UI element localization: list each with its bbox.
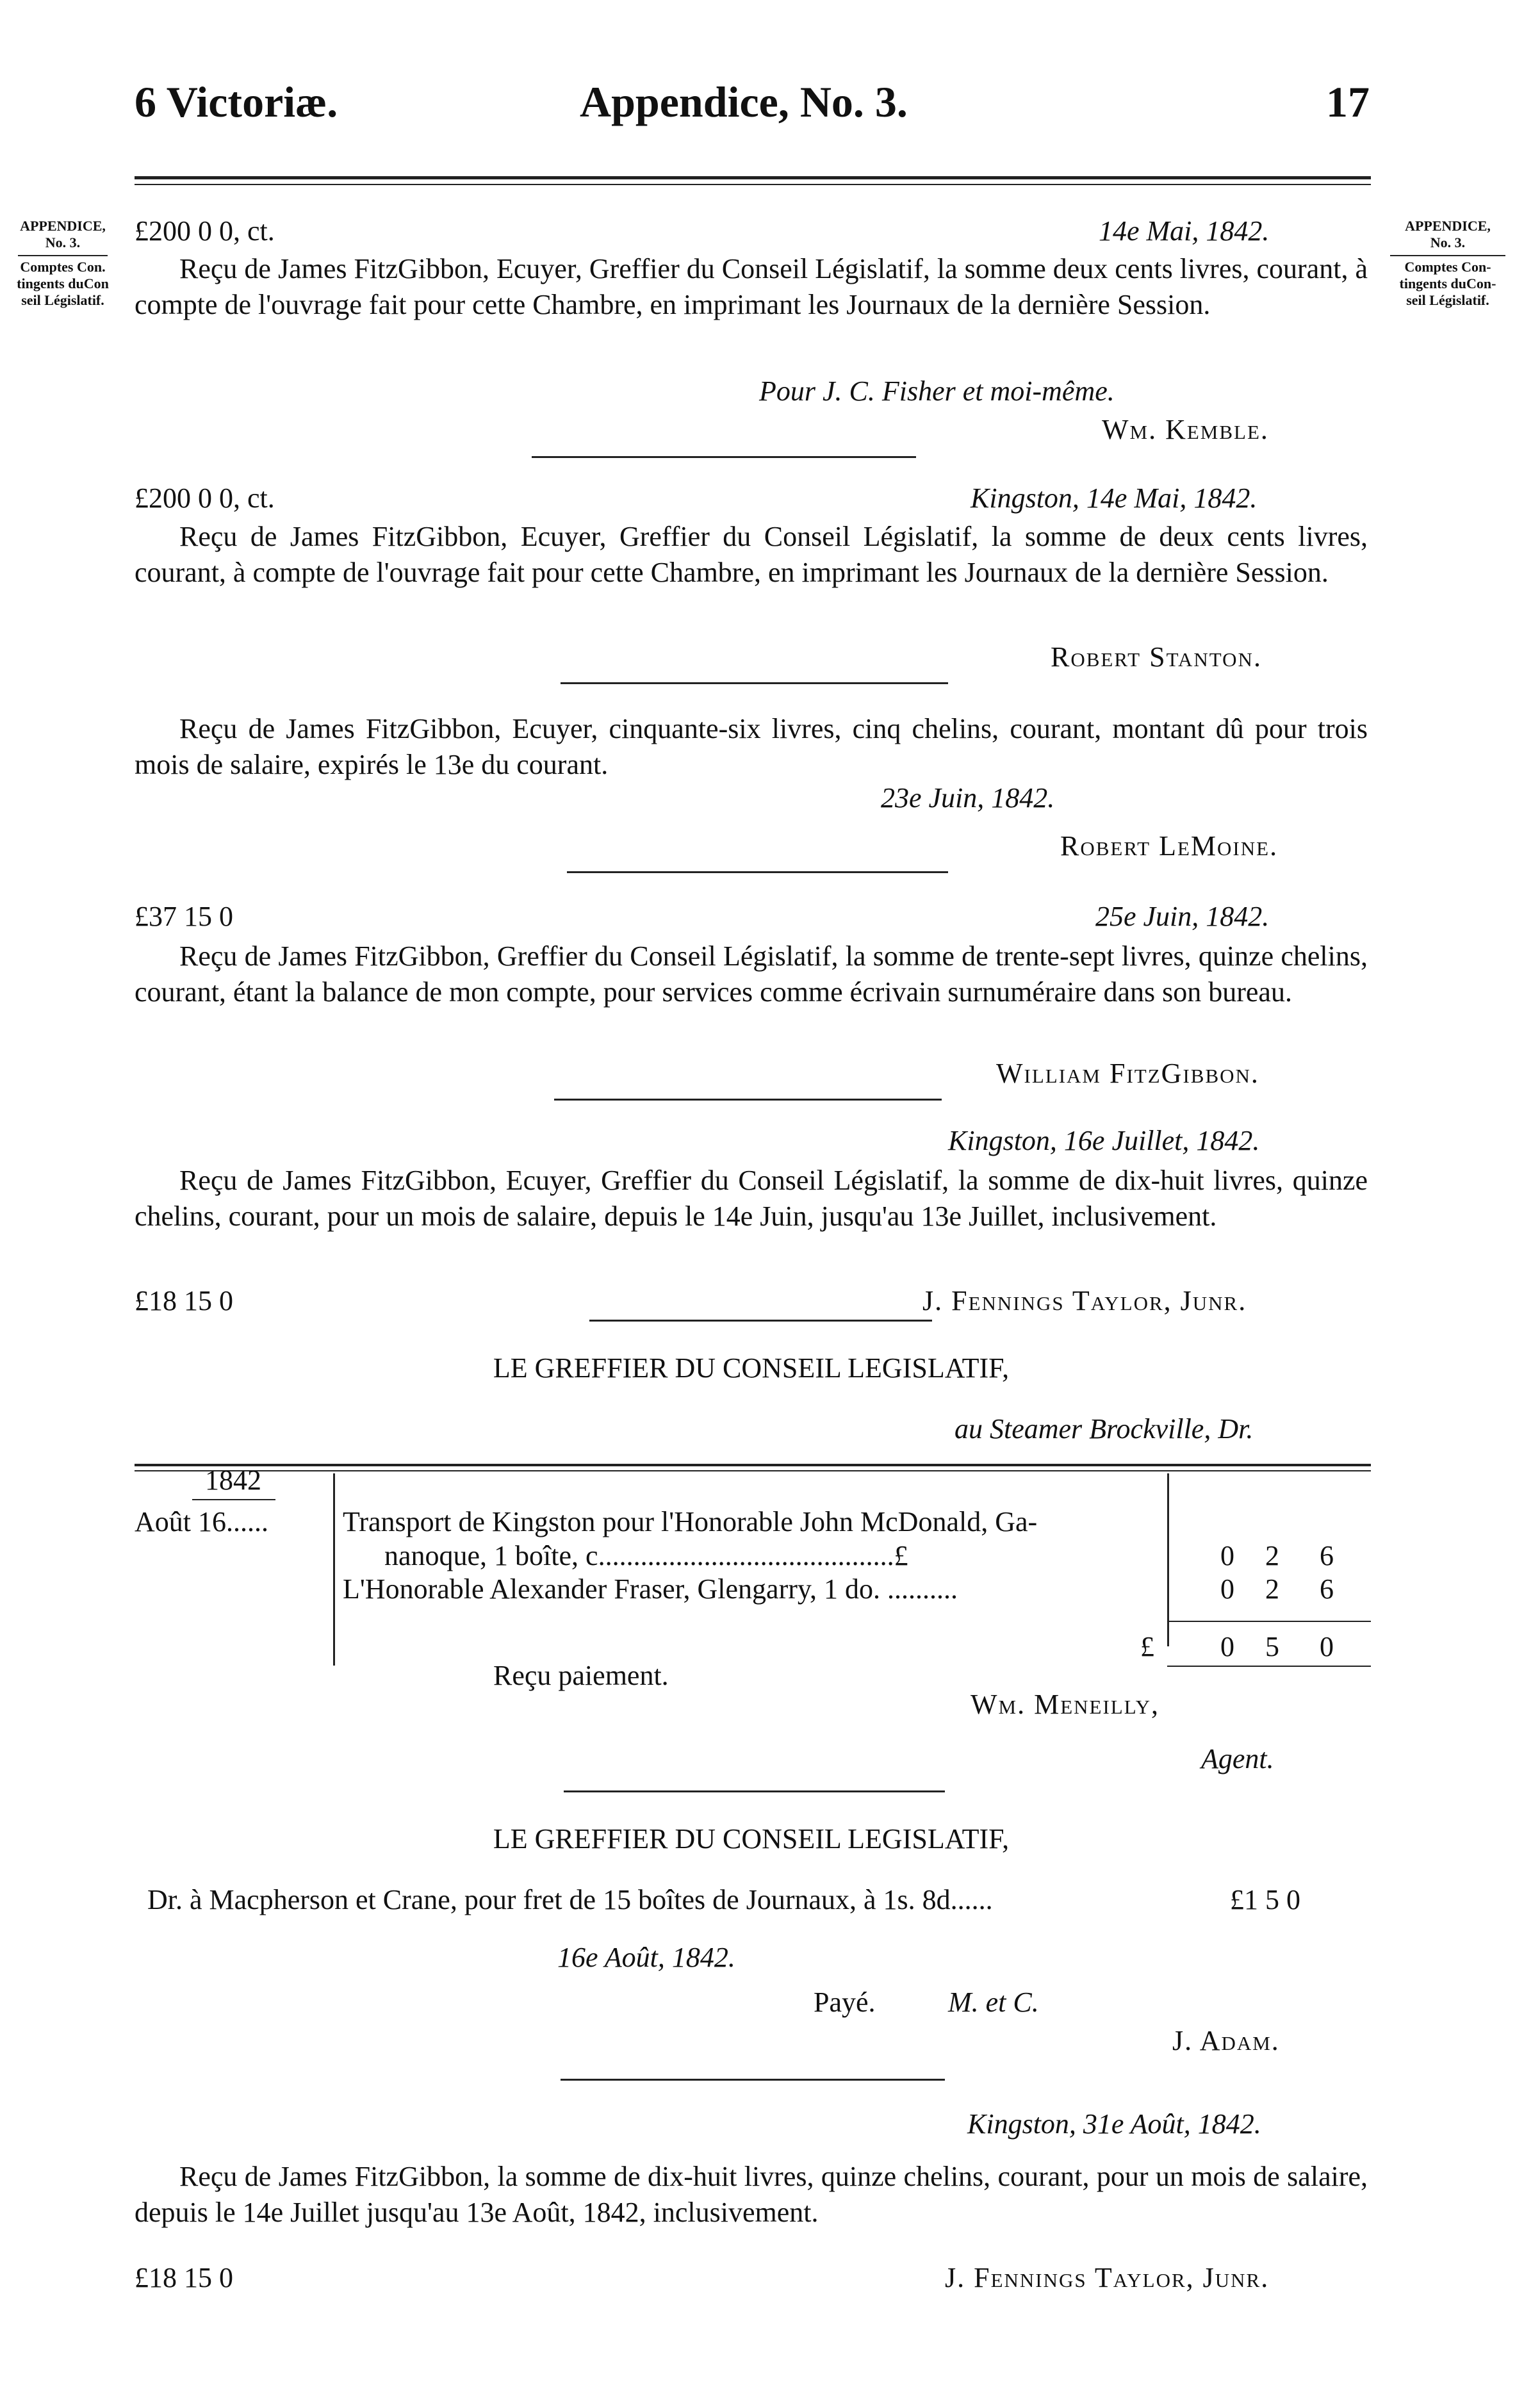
macpherson-line: Dr. à Macpherson et Crane, pour fret de 15 boîtes de Journaux, à 1s. 8d...... xyxy=(147,1884,993,1915)
macpherson-signature: J. Adam. xyxy=(1172,2025,1280,2056)
last-amount: £18 15 0 xyxy=(135,2262,233,2293)
total-bottom-rule xyxy=(1167,1666,1371,1667)
account-year: 1842 xyxy=(205,1464,261,1496)
total-symbol: £ xyxy=(1140,1631,1154,1662)
total-pence: 0 xyxy=(1320,1631,1334,1662)
steamer-subheading: au Steamer Brockville, Dr. xyxy=(954,1413,1254,1445)
entry-1-note: Pour J. C. Fisher et moi-même. xyxy=(759,375,1115,407)
macpherson-paid: Payé. xyxy=(814,1987,876,2018)
steamer-heading: LE GREFFIER DU CONSEIL LEGISLATIF, xyxy=(493,1352,1010,1384)
separator xyxy=(532,456,916,458)
row-2-pounds: 0 xyxy=(1220,1573,1234,1605)
entry-3-date: 23e Juin, 1842. xyxy=(881,782,1055,814)
separator xyxy=(561,682,948,684)
entry-2-amount: £200 0 0, ct. xyxy=(135,482,275,514)
page-number: 17 xyxy=(1326,78,1370,126)
last-signature: J. Fennings Taylor, Junr. xyxy=(945,2262,1270,2293)
macpherson-initials: M. et C. xyxy=(948,1987,1039,2018)
account-row-1-line-1: Transport de Kingston pour l'Honorable John McDonald, Ga- xyxy=(343,1506,1038,1537)
macpherson-heading: LE GREFFIER DU CONSEIL LEGISLATIF, xyxy=(493,1823,1010,1855)
table-top-rule xyxy=(135,1464,1371,1466)
account-date: Août 16...... xyxy=(135,1506,268,1537)
separator xyxy=(561,2079,945,2081)
entry-5-date: Kingston, 16e Juillet, 1842. xyxy=(948,1125,1260,1156)
received-text: Reçu paiement. xyxy=(493,1660,669,1691)
margin-note-right: APPENDICE, No. 3. Comptes Con- tingents duCon- seil Législatif. xyxy=(1377,218,1518,309)
steamer-signature: Wm. Meneilly, xyxy=(971,1689,1159,1720)
entry-2-signature: Robert Stanton. xyxy=(1051,641,1262,673)
entry-3-text: Reçu de James FitzGibbon, Ecuyer, cinquante-six livres, cinq chelins, courant, montant dû pour trois mois de salaire, expirés le 13e du courant. xyxy=(135,713,1368,780)
macpherson-amount: £1 5 0 xyxy=(1230,1884,1300,1915)
entry-1-signature: Wm. Kemble. xyxy=(1102,414,1269,445)
total-rule xyxy=(1167,1621,1371,1622)
header-rule xyxy=(135,176,1371,179)
macpherson-date: 16e Août, 1842. xyxy=(557,1942,735,1973)
row-2-shillings: 2 xyxy=(1265,1573,1279,1605)
entry-5-signature: J. Fennings Taylor, Junr. xyxy=(922,1285,1247,1316)
separator xyxy=(567,871,948,873)
last-date: Kingston, 31e Août, 1842. xyxy=(967,2108,1261,2140)
header-center: Appendice, No. 3. xyxy=(580,78,908,126)
header-rule-thin xyxy=(135,184,1371,185)
table-divider xyxy=(333,1473,335,1666)
row-1-pence: 6 xyxy=(1320,1540,1334,1571)
entry-1-date: 14e Mai, 1842. xyxy=(1099,215,1270,247)
total-pounds: 0 xyxy=(1220,1631,1234,1662)
entry-2-date: Kingston, 14e Mai, 1842. xyxy=(971,482,1257,514)
total-shillings: 5 xyxy=(1265,1631,1279,1662)
last-text: Reçu de James FitzGibbon, la somme de dix-huit livres, quinze chelins, courant, pour un mois de salaire, depuis le 14e Juillet jusqu'au 13e Août, 1842, inclusivement. xyxy=(135,2161,1368,2228)
entry-4-text: Reçu de James FitzGibbon, Greffier du Conseil Législatif, la somme de trente-sept livres, quinze chelins, courant, étant la balance de mon compte, pour services comme écrivain surnuméraire dans son bureau. xyxy=(135,940,1368,1008)
separator xyxy=(554,1099,942,1101)
row-1-pounds: 0 xyxy=(1220,1540,1234,1571)
margin-note-left: APPENDICE, No. 3. Comptes Con. tingents duCon seil Législatif. xyxy=(17,218,109,308)
account-row-1-line-2: nanoque, 1 boîte, c..........................................£ xyxy=(384,1540,908,1571)
separator xyxy=(589,1320,932,1322)
entry-2-text: Reçu de James FitzGibbon, Ecuyer, Greffier du Conseil Législatif, la somme de deux cents livres, courant, à compte de l'ouvrage fait pour cette Chambre, en imprimant les Journaux de la dernière Session. xyxy=(135,521,1368,588)
row-1-shillings: 2 xyxy=(1265,1540,1279,1571)
separator xyxy=(564,1790,945,1792)
entry-5-text: Reçu de James FitzGibbon, Ecuyer, Greffier du Conseil Législatif, la somme de dix-huit livres, quinze chelins, courant, pour un mois de salaire, depuis le 14e Juin, jusqu'au 13e Juillet, inclusivement. xyxy=(135,1165,1368,1232)
entry-4-signature: William FitzGibbon. xyxy=(996,1058,1259,1089)
year-underline xyxy=(192,1499,275,1500)
entry-4-amount: £37 15 0 xyxy=(135,901,233,932)
entry-1-text: Reçu de James FitzGibbon, Ecuyer, Greffier du Conseil Législatif, la somme deux cents livres, courant, à compte de l'ouvrage fait pour cette Chambre, en imprimant les Journaux de la dernière Session. xyxy=(135,253,1368,320)
entry-4-date: 25e Juin, 1842. xyxy=(1095,901,1270,932)
row-2-pence: 6 xyxy=(1320,1573,1334,1605)
entry-5-amount: £18 15 0 xyxy=(135,1285,233,1316)
account-row-2: L'Honorable Alexander Fraser, Glengarry, 1 do. .......... xyxy=(343,1573,958,1605)
entry-3-signature: Robert LeMoine. xyxy=(1060,830,1279,862)
steamer-title: Agent. xyxy=(1201,1743,1274,1774)
table-top-rule-thin xyxy=(135,1470,1371,1471)
entry-1-amount: £200 0 0, ct. xyxy=(135,215,275,247)
header-left: 6 Victoriæ. xyxy=(135,78,338,126)
